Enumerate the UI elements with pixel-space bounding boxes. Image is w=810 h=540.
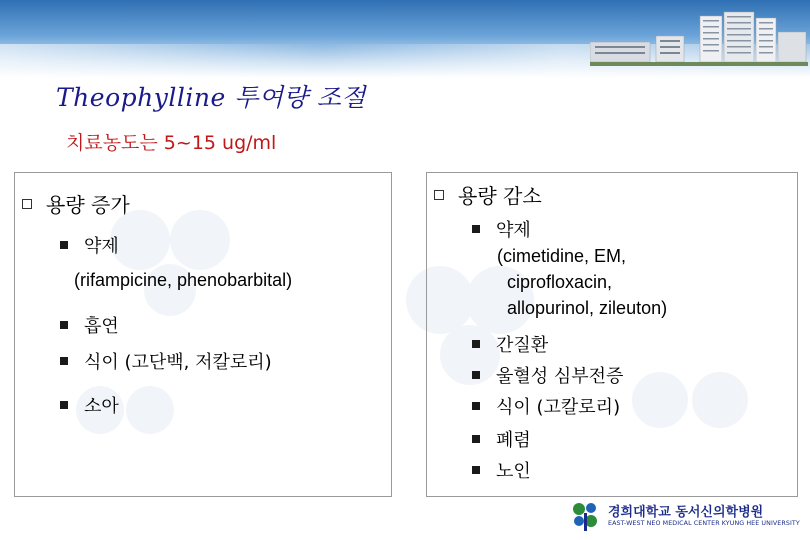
dose-increase-heading-text: 용량 증가	[46, 193, 130, 217]
bullet-icon	[60, 241, 68, 249]
decrease-drug-detail-line-2: ciprofloxacin,	[507, 272, 613, 292]
bullet-icon	[472, 466, 480, 474]
bullet-icon	[472, 435, 480, 443]
list-item	[60, 312, 119, 338]
list-item-label: 약제	[496, 220, 531, 241]
dose-decrease-heading-text: 용량 감소	[458, 184, 542, 208]
list-item-label: 노인	[496, 461, 531, 482]
bullet-icon	[60, 401, 68, 409]
list-item-label: 약제	[84, 236, 119, 257]
slide-title: Theophylline 투여량 조절	[56, 83, 366, 112]
list-item	[472, 362, 623, 388]
list-item-label: 식이 (고단백, 저칼로리)	[84, 352, 272, 373]
list-item	[472, 457, 531, 483]
dose-increase-heading	[22, 189, 130, 218]
logo-korean-name: 경희대학교 동서신의학병원	[608, 505, 764, 520]
list-item	[60, 232, 119, 258]
list-item	[60, 348, 272, 374]
list-item	[472, 393, 620, 419]
square-bullet-icon	[22, 199, 32, 209]
list-item-label: 울혈성 심부전증	[496, 366, 624, 387]
list-item-label: 소아	[84, 396, 119, 417]
bullet-icon	[472, 402, 480, 410]
increase-drug-detail: (rifampicine, phenobarbital)	[74, 270, 293, 290]
decrease-drug-detail-line-1: (cimetidine, EM,	[497, 246, 627, 266]
list-item	[60, 392, 119, 418]
list-item	[472, 426, 531, 452]
hospital-emblem-icon	[570, 500, 604, 534]
dose-decrease-heading	[434, 180, 542, 209]
hospital-logo	[570, 500, 802, 536]
list-item-label: 흡연	[84, 316, 119, 337]
list-item	[472, 216, 531, 242]
decrease-drug-detail-line-3: allopurinol, zileuton)	[507, 298, 668, 318]
bullet-icon	[60, 321, 68, 329]
list-item	[472, 331, 548, 357]
list-item-label: 폐렴	[496, 430, 531, 451]
bullet-icon	[60, 357, 68, 365]
square-bullet-icon	[434, 190, 444, 200]
therapeutic-range-subtitle: 치료농도는 5~15 ug/ml	[66, 132, 277, 154]
logo-english-name: EAST-WEST NEO MEDICAL CENTER KYUNG HEE UNIVERSITY	[608, 520, 800, 527]
list-item-label: 식이 (고칼로리)	[496, 397, 621, 418]
bullet-icon	[472, 225, 480, 233]
bullet-icon	[472, 371, 480, 379]
list-item-label: 간질환	[496, 335, 549, 356]
bullet-icon	[472, 340, 480, 348]
hospital-buildings-image	[590, 8, 808, 66]
